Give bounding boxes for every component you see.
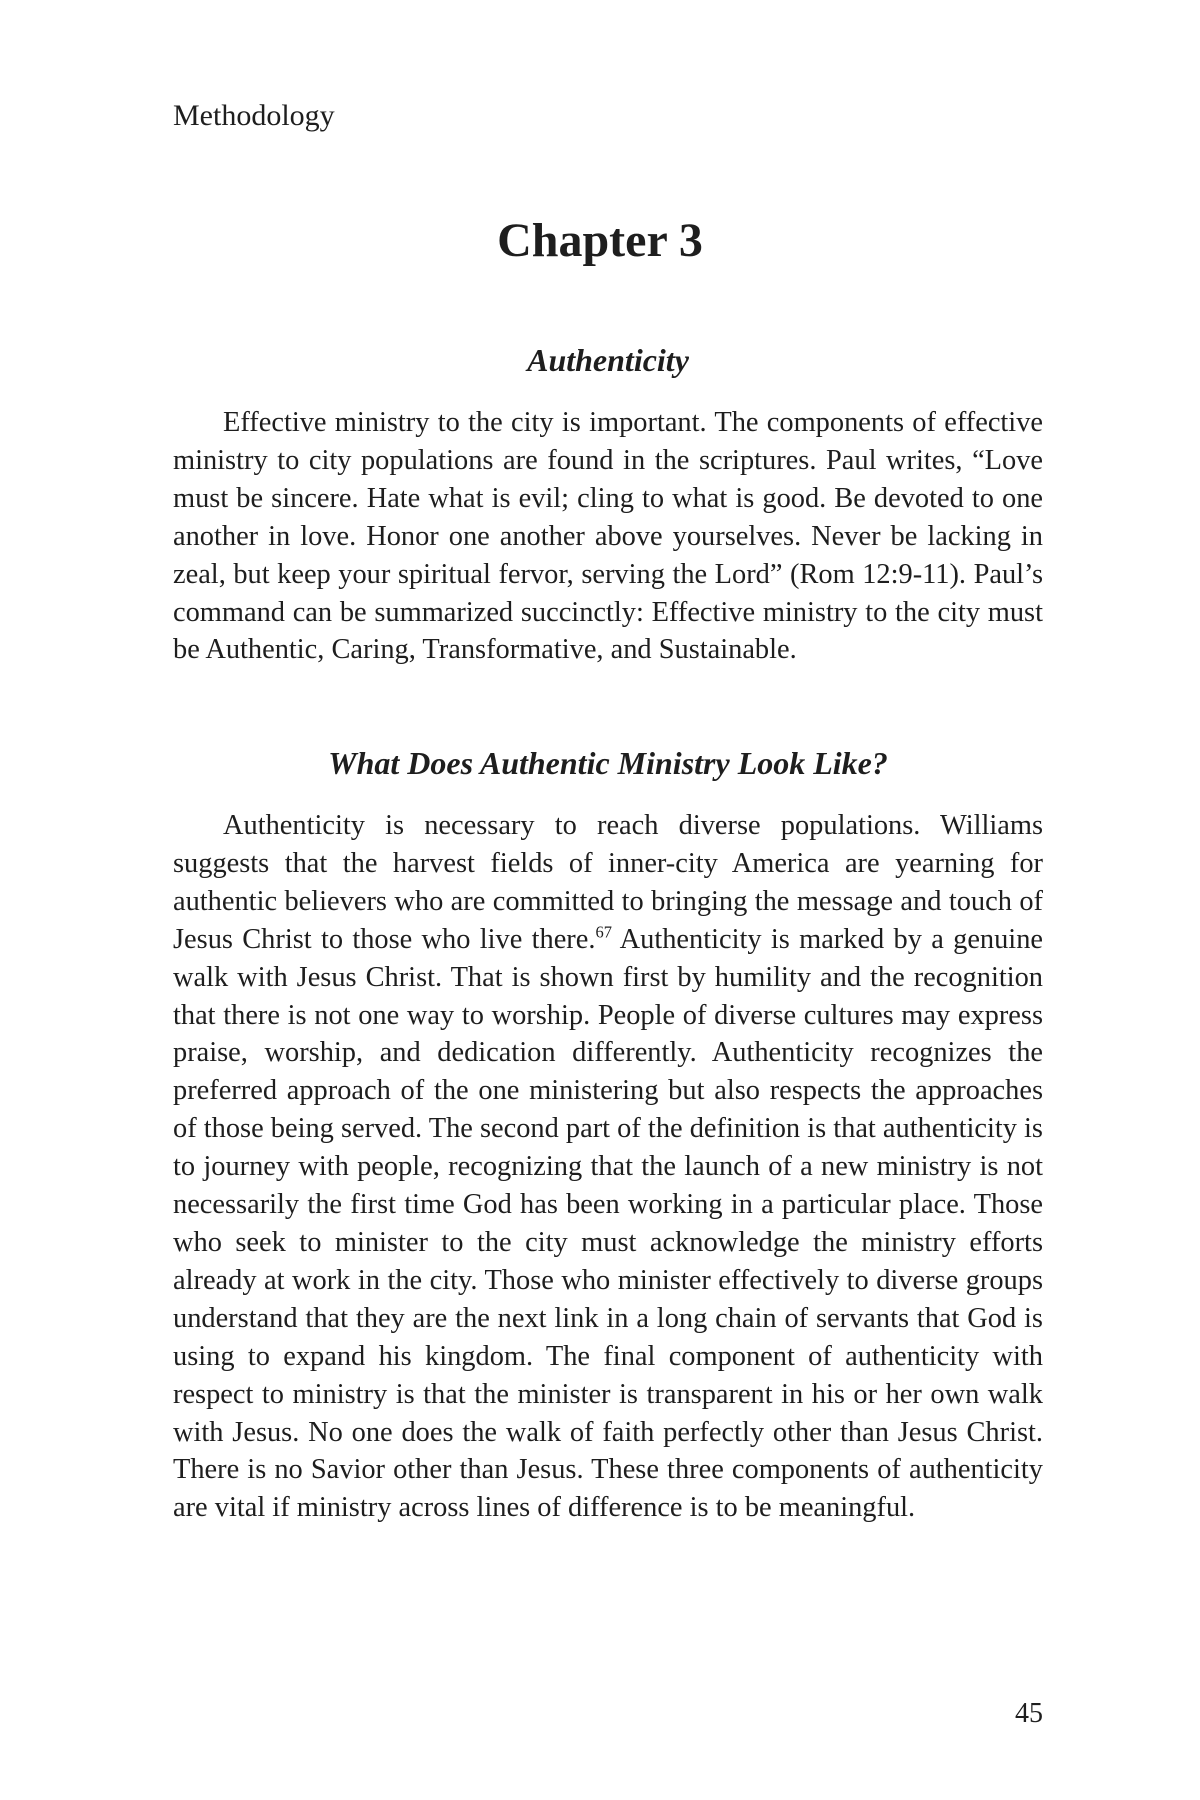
footnote-reference[interactable]: 67	[595, 922, 612, 942]
page-number: 45	[1015, 1698, 1043, 1729]
section-heading-authentic-ministry: What Does Authentic Ministry Look Like?	[328, 745, 888, 781]
paragraph-text: Authenticity is necessary to reach diverse populations. Williams suggests that the harvest fields of inner-city America are yearning for authentic believers who are committed to bringing the message and touch of Jesus Christ to those who live there.	[173, 810, 1043, 955]
chapter-title: Chapter 3	[497, 214, 703, 267]
paragraph-text: Authenticity is marked by a genuine walk with Jesus Christ. That is shown first by humility and the recognition that there is not one way to worship. People of diverse cultures may express praise, worship, and dedication differently. Authenticity recognizes the preferred approach of the one ministering but also respects the approaches of those being served. The second part of the definition is that authenticity is to journey with people, recognizing that the launch of a new ministry is not necessarily the first time God has been working in a particular place. Those who seek to minister to the city must acknowledge the ministry efforts already at work in the city. Those who minister effectively to diverse groups understand that they are the next link in a long chain of servants that God is using to expand his kingdom. The final component of authenticity with respect to ministry is that the minister is transparent in his or her own walk with Jesus. No one does the walk of faith perfectly other than Jesus Christ. There is no Savior other than Jesus. These three components of authenticity are vital if ministry across lines of difference is to be meaningful.	[173, 923, 1043, 1524]
body-paragraph: Effective ministry to the city is important. The components of effective ministry to city populations are found in the scriptures. Paul writes, “Love must be sincere. Hate what is evil; cling to what is good. Be devoted to one another in love. Honor one another above yourselves. Never be lacking in zeal, but keep your spiritual fervor, serving the Lord” (Rom 12:9-11). Paul’s command can be summarized succinctly: Effective ministry to the city must be Authentic, Caring, Transformative, and Sustainable.	[173, 407, 1043, 666]
body-paragraph	[173, 807, 1043, 1527]
running-head: Methodology	[173, 99, 335, 132]
section-heading-authenticity: Authenticity	[527, 342, 689, 378]
